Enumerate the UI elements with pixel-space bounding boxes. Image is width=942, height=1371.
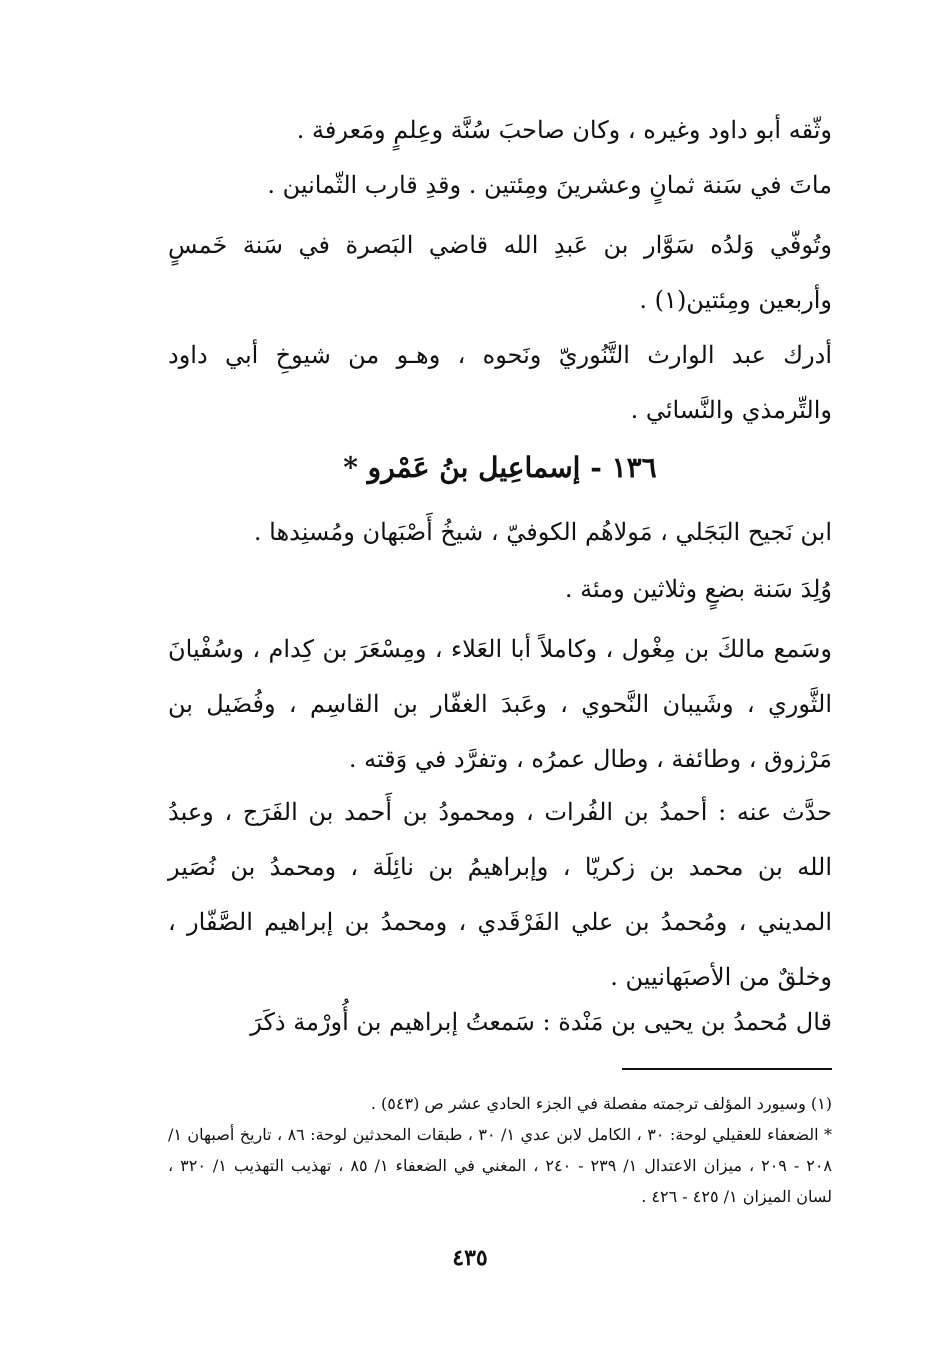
footnote-separator <box>622 1068 832 1070</box>
paragraph-8: حدَّث عنه : أحمدُ بن الفُرات ، ومحمودُ بن أَحمد بن الفَرَج ، وعبدُ الله بن محمد بن زكريّا ، وإبراهيمُ بن نائِلَة ، ومحمدُ بن نُصَير المديني ، ومُحمدُ بن علي الفَرْقَدي ، ومحمدُ بن إبراهيم الصَّفّار ، وخلقٌ من الأصبَهانيين . <box>168 798 832 991</box>
paragraph-7: وسَمع مالكَ بن مِغْول ، وكاملاً أبا العَلاء ، ومِسْعَرَ بن كِدام ، وسُفْيانَ الثَّوري ، وشَيبان النَّحوي ، وعَبدَ الغفّار بن القاسِم ، وفُضَيل بن مَرْزوق ، وطائفة ، وطال عمرُه ، وتفرَّد في وَقته . <box>168 635 832 773</box>
paragraph-2: ماتَ في سَنة ثمانٍ وعشرينَ ومِئتين . وقدِ قارب الثّمانين . <box>267 171 832 199</box>
paragraph-3: وتُوفّي وَلدُه سَوَّار بن عَبدِ الله قاضي البَصرة في سَنة خَمسٍ وأربعين ومِئتين(١) . <box>168 231 832 314</box>
footnote-sources: * الضعفاء للعقيلي لوحة: ٣٠ ، الكامل لابن عدي ١/ ٣٠ ، طبقات المحدثين لوحة: ٨٦ ، تاريخ أصبهان ١/ ٢٠٨ - ٢٠٩ ، ميزان الاعتدال ١/ ٢٣٩ - ٢٤٠ ، المغني في الضعفاء ١/ ٨٥ ، تهذيب التهذيب ١/ ٣٢٠ ، لسان الميزان ١/ ٤٢٥ - ٤٢٦ . <box>168 1125 833 1206</box>
entry-heading: ١٣٦ - إسماعِيل بنُ عَمْرو * <box>343 451 657 484</box>
footnote-1: (١) وسيورد المؤلف ترجمته مفصلة في الجزء الحادي عشر ص (٥٤٣) . <box>370 1094 832 1113</box>
footnotes <box>168 1088 832 1212</box>
paragraph-6: وُلِدَ سَنة بضعٍ وثلاثين ومئة . <box>564 575 832 603</box>
paragraph-9: قال مُحمدُ بن يحيى بن مَنْدة : سَمعتُ إبراهيم بن أُورْمة ذكَرَ <box>250 1008 832 1036</box>
paragraph-5: ابن نَجيح البَجَلي ، مَولاهُم الكوفيّ ، شيخُ أَصْبَهان ومُسنِدها . <box>253 518 832 546</box>
paragraph-4: أدرك عبد الوارث التَّنُوريّ ونَحوه ، وهـو من شيوخِ أبي داود والتِّرمذي والنَّسائي . <box>168 341 832 424</box>
paragraph-1: وثّقه أبو داود وغيره ، وكان صاحبَ سُنَّة وعِلمٍ ومَعرفة . <box>296 116 832 144</box>
page-number: ٤٣٥ <box>452 1245 488 1271</box>
